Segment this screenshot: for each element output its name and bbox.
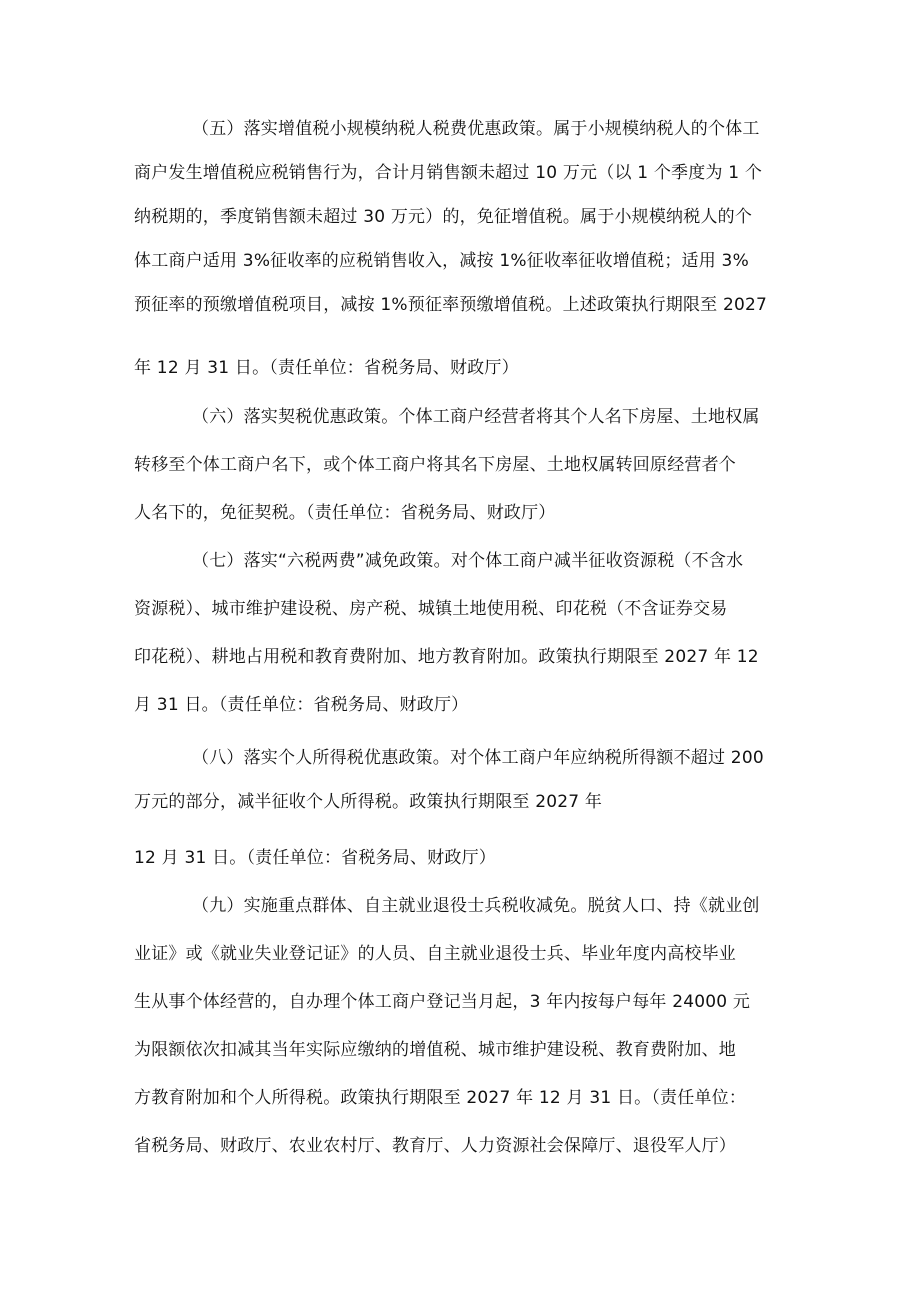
- paragraph-7-line-3: 印花税）、耕地占用税和教育费附加、地方教育附加。政策执行期限至 2027 年 12: [134, 647, 759, 667]
- paragraph-8-line-3: 12 月 31 日。（责任单位：省税务局、财政厅）: [134, 848, 496, 868]
- paragraph-5-line-3: 纳税期的，季度销售额未超过 30 万元）的，免征增值税。属于小规模纳税人的个: [134, 207, 753, 227]
- paragraph-7-line-4: 月 31 日。（责任单位：省税务局、财政厅）: [134, 695, 469, 715]
- paragraph-5-line-1: （五）落实增值税小规模纳税人税费优惠政策。属于小规模纳税人的个体工: [192, 119, 760, 139]
- paragraph-6-line-1: （六）落实契税优惠政策。个体工商户经营者将其个人名下房屋、土地权属: [192, 407, 760, 427]
- paragraph-9-line-2: 业证》或《就业失业登记证》的人员、自主就业退役士兵、毕业年度内高校毕业: [134, 944, 736, 964]
- paragraph-9-line-5: 方教育附加和个人所得税。政策执行期限至 2027 年 12 月 31 日。（责任单位：: [134, 1088, 747, 1108]
- paragraph-9-line-1: （九）实施重点群体、自主就业退役士兵税收减免。脱贫人口、持《就业创: [192, 896, 760, 916]
- paragraph-9-line-4: 为限额依次扣减其当年实际应缴纳的增值税、城市维护建设税、教育费附加、地: [134, 1040, 736, 1060]
- paragraph-5-line-4: 体工商户适用 3%征收率的应税销售收入，减按 1%征收率征收增值税；适用 3%: [134, 251, 749, 271]
- paragraph-9-line-6: 省税务局、财政厅、农业农村厅、教育厅、人力资源社会保障厅、退役军人厅）: [134, 1136, 736, 1156]
- paragraph-8-line-1: （八）落实个人所得税优惠政策。对个体工商户年应纳税所得额不超过 200: [192, 748, 764, 768]
- paragraph-5-line-2: 商户发生增值税应税销售行为，合计月销售额未超过 10 万元（以 1 个季度为 1 个: [134, 163, 763, 183]
- paragraph-6-line-2: 转移至个体工商户名下，或个体工商户将其名下房屋、土地权属转回原经营者个: [134, 455, 736, 475]
- paragraph-7-line-1: （七）落实“六税两费”减免政策。对个体工商户减半征收资源税（不含水: [192, 551, 744, 571]
- paragraph-5-line-5: 预征率的预缴增值税项目，减按 1%预征率预缴增值税。上述政策执行期限至 2027: [134, 295, 768, 315]
- paragraph-9-line-3: 生从事个体经营的，自办理个体工商户登记当月起，3 年内按每户每年 24000 元: [134, 992, 751, 1012]
- paragraph-5-line-6: 年 12 月 31 日。（责任单位：省税务局、财政厅）: [134, 358, 519, 378]
- paragraph-8-line-2: 万元的部分，减半征收个人所得税。政策执行期限至 2027 年: [134, 792, 603, 812]
- paragraph-7-line-2: 资源税）、城市维护建设税、房产税、城镇土地使用税、印花税（不含证券交易: [134, 599, 728, 619]
- paragraph-6-line-3: 人名下的，免征契税。（责任单位：省税务局、财政厅）: [134, 503, 556, 523]
